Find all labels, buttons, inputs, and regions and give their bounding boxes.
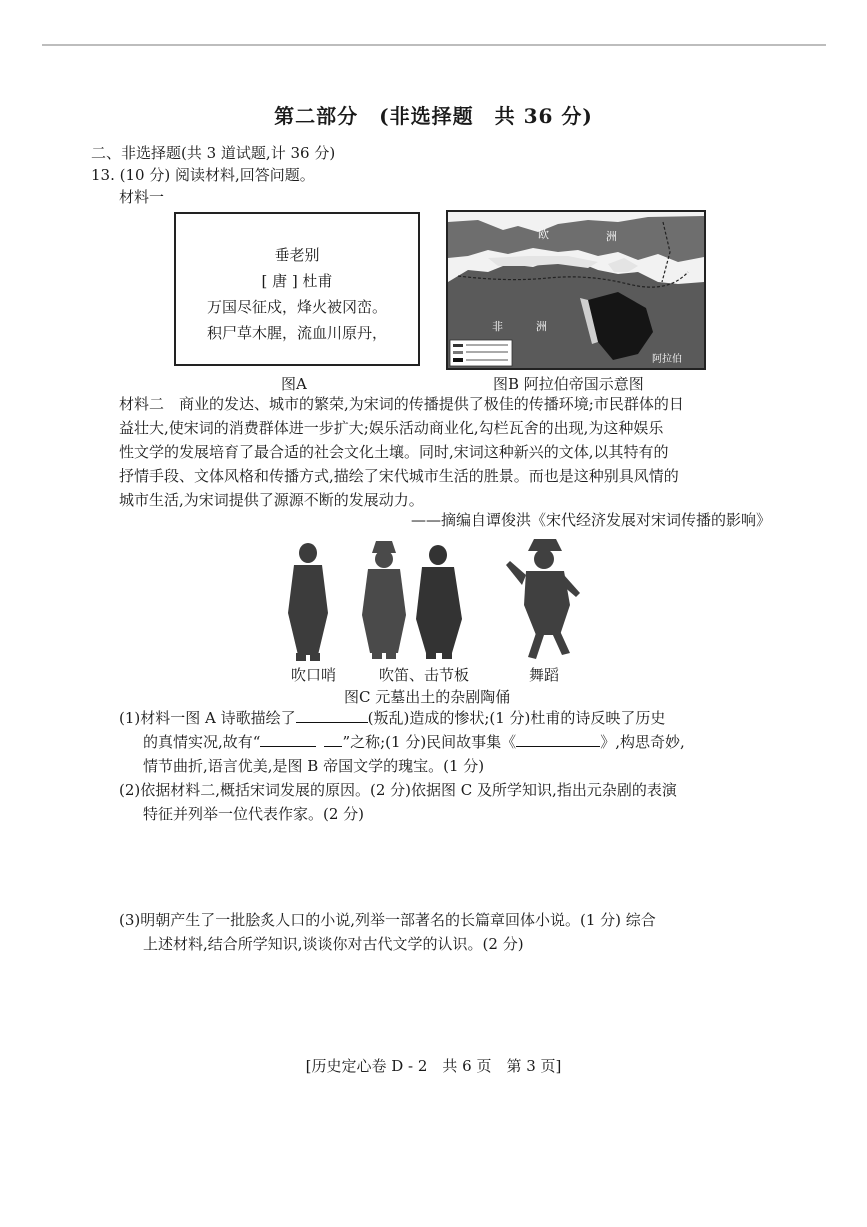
material-2-line-3: 性文学的发展培育了最合适的社会文化土壤。同时,宋词这种新兴的文体,以其特有的 [119, 443, 669, 461]
figure-a-poem-box [174, 212, 420, 366]
figure-c-figurines [280, 535, 600, 665]
poem-title: 垂老别 [274, 246, 320, 264]
poem-author: [ 唐 ] 杜甫 [261, 272, 333, 290]
q1-blank-title-a[interactable] [260, 732, 316, 747]
q1-line-2-start: 的真情实况,故有“ [143, 733, 261, 751]
material-1-label: 材料一 [119, 188, 165, 206]
question-13-heading: 13. (10 分) 阅读材料,回答问题。 [91, 166, 315, 184]
material-2-source: ——摘编自谭俊洪《宋代经济发展对宋词传播的影响》 [410, 511, 771, 529]
material-2-line-5: 城市生活,为宋词提供了源源不断的发展动力。 [119, 491, 424, 509]
q2-line-2: 特征并列举一位代表作家。(2 分) [143, 805, 365, 823]
q1-blank-rebellion[interactable] [296, 708, 368, 723]
map-label-africa-2: 洲 [536, 320, 547, 333]
map-label-africa-1: 非 [492, 320, 503, 333]
q1-line-1-end: (叛乱)造成的惨状;(1 分)杜甫的诗反映了历史 [367, 709, 666, 727]
q1-line-2-end: 》,构思奇妙, [600, 733, 685, 751]
q1-line-3: 情节曲折,语言优美,是图 B 帝国文学的瑰宝。(1 分) [143, 757, 485, 775]
material-2-line-2: 益壮大,使宋词的消费群体进一步扩大;娱乐活动商业化,勾栏瓦舍的出现,为这种娱乐 [119, 419, 664, 437]
map-label-europe-1: 欧 [538, 228, 549, 241]
page-footer: [历史定心卷 D - 2 共 6 页 第 3 页] [305, 1057, 562, 1075]
figure-b-caption: 图B 阿拉伯帝国示意图 [493, 375, 644, 393]
q1-line-2-mid: ”之称;(1 分)民间故事集《 [342, 733, 517, 751]
figure-a-caption: 图A [281, 375, 307, 393]
q1-line-1-start: (1)材料一图 A 诗歌描绘了 [119, 709, 296, 727]
q3-line-1: (3)明朝产生了一批脍炙人口的小说,列举一部著名的长篇章回体小说。(1 分) 综合 [119, 911, 656, 929]
figurine-label-flute-clapper: 吹笛、击节板 [379, 666, 470, 684]
section-heading: 二、非选择题(共 3 道试题,计 36 分) [91, 144, 336, 162]
poem-line-1: 万国尽征戍，烽火被冈峦。 [206, 298, 387, 316]
top-rule [42, 44, 826, 46]
figurines-graphic [280, 535, 600, 665]
poem-line-2: 积尸草木腥，流血川原丹， [206, 324, 387, 342]
figure-c-caption: 图C 元墓出土的杂剧陶俑 [344, 688, 511, 706]
q3-line-2: 上述材料,结合所学知识,谈谈你对古代文学的认识。(2 分) [143, 935, 524, 953]
q1-line-2 [143, 732, 685, 752]
q2-line-1: (2)依据材料二,概括宋词发展的原因。(2 分)依据图 C 及所学知识,指出元杂剧的表演 [119, 781, 677, 799]
arabian-empire-map-graphic [448, 212, 704, 368]
map-label-arabia: 阿拉伯 [652, 354, 682, 365]
map-label-europe-2: 洲 [606, 230, 617, 243]
page-title: 第二部分 (非选择题 共 36 分) [274, 104, 593, 128]
q1-line-1 [119, 708, 665, 728]
figurine-label-dance: 舞蹈 [529, 666, 560, 684]
material-2-line-1: 材料二 商业的发达、城市的繁荣,为宋词的传播提供了极佳的传播环境;市民群体的日 [119, 395, 684, 413]
q1-blank-story-collection[interactable] [516, 732, 600, 747]
material-2-line-4: 抒情手段、文体风格和传播方式,描绘了宋代城市生活的胜景。而也是这种别具风情的 [119, 467, 679, 485]
figurine-label-whistle: 吹口哨 [291, 666, 337, 684]
q1-blank-title-b[interactable] [324, 732, 342, 747]
figure-b-map [446, 210, 706, 370]
